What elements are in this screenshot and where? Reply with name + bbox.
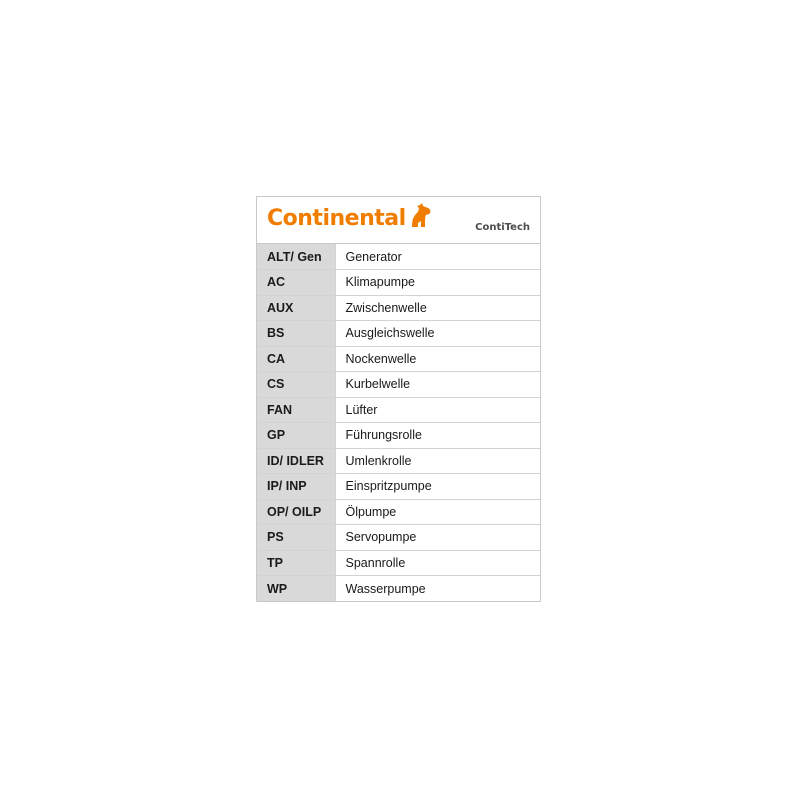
table-row xyxy=(257,321,540,347)
table-row xyxy=(257,423,540,449)
table-row xyxy=(257,244,540,270)
legend-table-body xyxy=(257,244,540,601)
row-code: PS xyxy=(257,525,335,551)
row-code: ALT/ Gen xyxy=(257,244,335,270)
table-row xyxy=(257,372,540,398)
row-code: AUX xyxy=(257,295,335,321)
row-name: Einspritzpumpe xyxy=(335,474,540,500)
row-name: Kurbelwelle xyxy=(335,372,540,398)
row-name: Spannrolle xyxy=(335,550,540,576)
row-name: Ausgleichswelle xyxy=(335,321,540,347)
row-name: Wasserpumpe xyxy=(335,576,540,602)
table-row xyxy=(257,499,540,525)
row-name: Ölpumpe xyxy=(335,499,540,525)
table-row xyxy=(257,550,540,576)
row-code: IP/ INP xyxy=(257,474,335,500)
table-row xyxy=(257,346,540,372)
row-code: AC xyxy=(257,270,335,296)
contitech-subbrand: ContiTech xyxy=(475,222,530,233)
row-code: WP xyxy=(257,576,335,602)
table-row xyxy=(257,295,540,321)
table-row xyxy=(257,397,540,423)
row-name: Führungsrolle xyxy=(335,423,540,449)
row-code: FAN xyxy=(257,397,335,423)
row-code: BS xyxy=(257,321,335,347)
brand-header xyxy=(257,197,540,244)
row-name: Klimapumpe xyxy=(335,270,540,296)
abbreviation-legend-table xyxy=(257,244,540,601)
horse-icon xyxy=(409,203,431,229)
row-code: CA xyxy=(257,346,335,372)
row-name: Servopumpe xyxy=(335,525,540,551)
table-row xyxy=(257,270,540,296)
table-row xyxy=(257,448,540,474)
table-row xyxy=(257,474,540,500)
row-name: Umlenkrolle xyxy=(335,448,540,474)
row-code: ID/ IDLER xyxy=(257,448,335,474)
row-name: Zwischenwelle xyxy=(335,295,540,321)
row-name: Nockenwelle xyxy=(335,346,540,372)
row-code: GP xyxy=(257,423,335,449)
table-row xyxy=(257,576,540,602)
row-name: Lüfter xyxy=(335,397,540,423)
row-code: OP/ OILP xyxy=(257,499,335,525)
row-code: TP xyxy=(257,550,335,576)
row-name: Generator xyxy=(335,244,540,270)
legend-card xyxy=(256,196,541,602)
continental-wordmark: Continental xyxy=(267,206,406,231)
table-row xyxy=(257,525,540,551)
row-code: CS xyxy=(257,372,335,398)
